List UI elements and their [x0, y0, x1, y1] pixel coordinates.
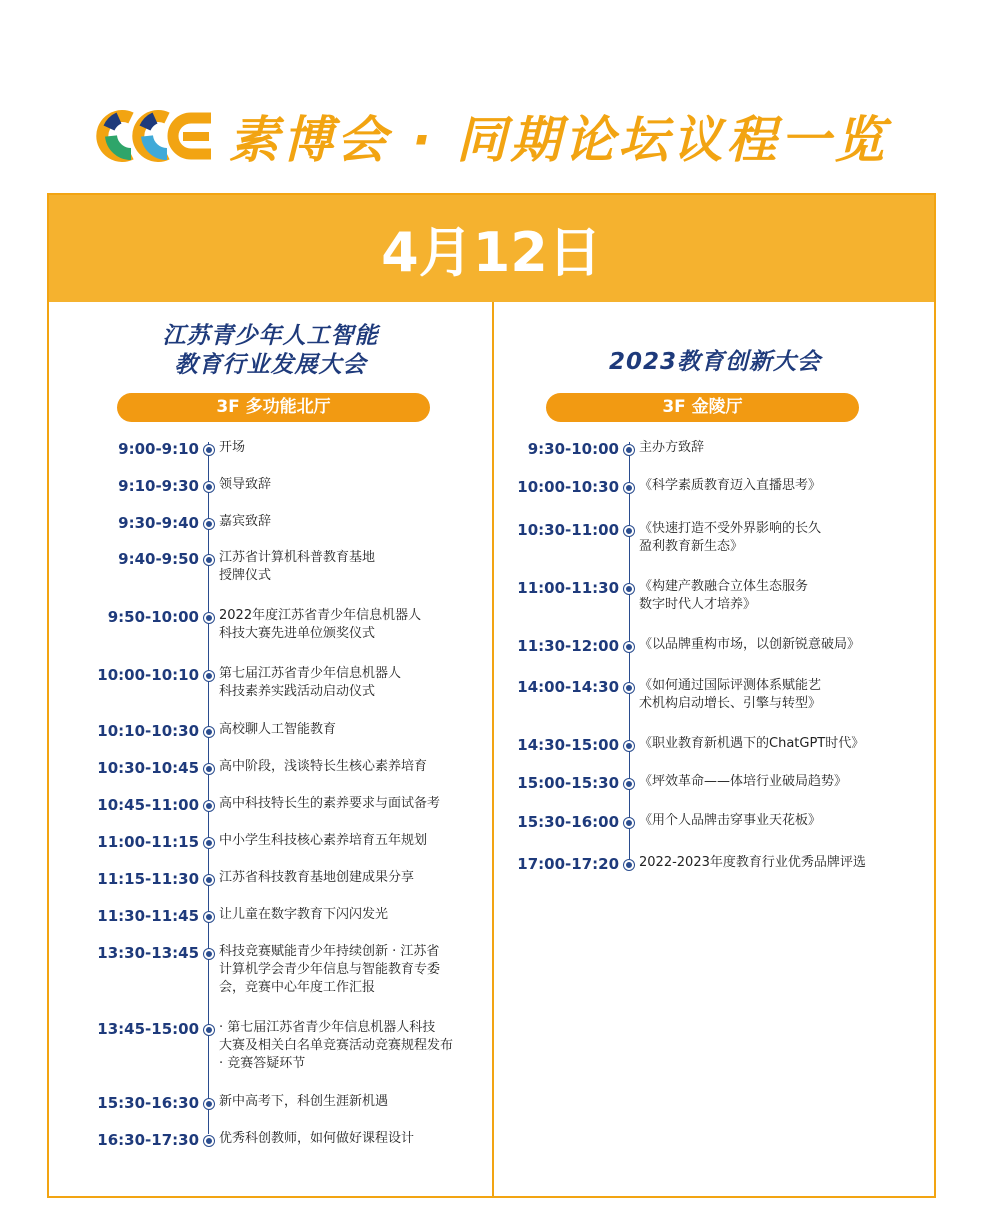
schedule-description: 江苏省科技教育基地创建成果分享	[219, 870, 415, 885]
schedule-item	[49, 1130, 414, 1150]
schedule-description: 《以品牌重构市场，以创新锐意破局》	[639, 637, 861, 652]
schedule-item	[49, 758, 427, 778]
schedule-time: 11:15-11:30	[97, 870, 199, 888]
forum-title-line2: 教育行业发展大会	[174, 352, 367, 378]
schedule-time: 14:00-14:30	[517, 678, 619, 696]
schedule-item	[49, 943, 440, 997]
schedule-item	[49, 439, 245, 459]
timeline-dot-icon	[204, 445, 214, 455]
schedule-time: 9:00-9:10	[118, 440, 199, 458]
timeline-dot-icon	[204, 838, 214, 848]
timeline-dot-icon	[204, 801, 214, 811]
forum-title-left	[49, 322, 492, 380]
schedule-description: 《职业教育新机遇下的ChatGPT时代》	[639, 736, 865, 751]
schedule-description: 优秀科创教师，如何做好课程设计	[219, 1131, 415, 1146]
schedule-item	[49, 513, 271, 533]
timeline-dot-icon	[204, 1025, 214, 1035]
date-label: 4月12日	[381, 221, 602, 284]
timeline-dot-icon	[204, 912, 214, 922]
schedule-description: 高中阶段，浅谈特长生核心素养培育	[219, 759, 428, 774]
timeline-dot-icon	[624, 445, 634, 455]
forum-title-line1: 江苏青少年人工智能	[162, 323, 379, 349]
timeline-dot-icon	[624, 642, 634, 652]
schedule-description: 高校聊人工智能教育	[219, 722, 337, 737]
schedule-time: 15:30-16:00	[517, 813, 619, 831]
schedule-item	[49, 549, 375, 585]
schedule-description: 《坪效革命——体培行业破局趋势》	[639, 774, 848, 789]
schedule-time: 11:30-11:45	[97, 907, 199, 925]
schedule-description: · 第七届江苏省青少年信息机器人科技 大赛及相关白名单竞赛活动竞赛规程发布 · 竞赛答疑环节	[219, 1020, 454, 1071]
schedule-description: 新中高考下，科创生涯新机遇	[219, 1094, 389, 1109]
schedule-time: 10:45-11:00	[97, 796, 199, 814]
timeline-dot-icon	[624, 683, 634, 693]
schedule-item	[494, 520, 821, 556]
forum-title-right: 2023教育创新大会	[608, 349, 821, 375]
schedule-item	[49, 1019, 453, 1073]
schedule-item	[49, 721, 336, 741]
schedule-item	[494, 812, 821, 832]
schedule-description: 开场	[219, 440, 246, 455]
venue-badge-left: 3F 多功能北厅	[117, 393, 430, 422]
schedule-description: 第七届江苏省青少年信息机器人 科技素养实践活动启动仪式	[219, 666, 402, 699]
schedule-time: 11:00-11:30	[517, 579, 619, 597]
schedule-item	[494, 578, 808, 614]
timeline-dot-icon	[624, 818, 634, 828]
timeline-dot-icon	[204, 764, 214, 774]
schedule-time: 16:30-17:30	[97, 1131, 199, 1149]
timeline-dot-icon	[204, 519, 214, 529]
schedule-time: 10:30-10:45	[97, 759, 199, 777]
schedule-description: 《科学素质教育迈入直播思考》	[639, 478, 822, 493]
timeline-dot-icon	[204, 671, 214, 681]
schedule-description: 2022年度江苏省青少年信息机器人 科技大赛先进单位颁奖仪式	[219, 608, 422, 641]
schedule-item	[494, 854, 866, 874]
schedule-item	[49, 869, 414, 889]
schedule-time: 10:00-10:30	[517, 478, 619, 496]
schedule-description: 中小学生科技核心素养培育五年规划	[219, 833, 428, 848]
schedule-time: 11:00-11:15	[97, 833, 199, 851]
page-header	[0, 100, 983, 172]
timeline-dot-icon	[204, 613, 214, 623]
schedule-description: 《用个人品牌击穿事业天花板》	[639, 813, 822, 828]
schedule-description: 主办方致辞	[639, 440, 705, 455]
schedule-item	[49, 476, 271, 496]
schedule-time: 9:50-10:00	[107, 608, 199, 626]
schedule-item	[494, 735, 864, 755]
timeline-dot-icon	[624, 526, 634, 536]
schedule-item	[49, 795, 440, 815]
schedule-item	[494, 773, 847, 793]
schedule-description: 江苏省计算机科普教育基地 授牌仪式	[219, 550, 376, 583]
schedule-time: 14:30-15:00	[517, 736, 619, 754]
schedule-time: 17:00-17:20	[517, 855, 619, 873]
timeline-dot-icon	[204, 555, 214, 565]
schedule-description: 《如何通过国际评测体系赋能艺 术机构启动增长、引擎与转型》	[639, 678, 822, 711]
schedule-description: 让儿童在数字教育下闪闪发光	[219, 907, 389, 922]
schedule-time: 9:10-9:30	[118, 477, 199, 495]
schedule-item	[49, 607, 421, 643]
schedule-time: 10:10-10:30	[97, 722, 199, 740]
page-title: 素博会 · 同期论坛议程一览	[228, 111, 889, 169]
venue-badge-right: 3F 金陵厅	[546, 393, 859, 422]
timeline-dot-icon	[204, 875, 214, 885]
timeline-dot-icon	[624, 860, 634, 870]
timeline-dot-icon	[204, 482, 214, 492]
schedule-description: 领导致辞	[219, 477, 272, 492]
schedule-description: 《快速打造不受外界影响的长久 盈利教育新生态》	[639, 521, 822, 554]
schedule-item	[49, 665, 401, 701]
schedule-time: 11:30-12:00	[517, 637, 619, 655]
schedule-description: 科技竞赛赋能青少年持续创新 · 江苏省 计算机学会青少年信息与智能教育专委 会，竞赛中心年度工作汇报	[219, 944, 441, 995]
cce-logo	[95, 108, 215, 164]
timeline-dot-icon	[624, 584, 634, 594]
schedule-time: 9:40-9:50	[118, 550, 199, 568]
timeline-dot-icon	[204, 949, 214, 959]
schedule-item	[49, 906, 388, 926]
schedule-time: 13:45-15:00	[97, 1020, 199, 1038]
schedule-time: 9:30-9:40	[118, 514, 199, 532]
schedule-item	[494, 636, 860, 656]
forum-right	[494, 302, 936, 1198]
date-banner	[49, 195, 934, 302]
schedule-description: 嘉宾致辞	[219, 514, 272, 529]
schedule-item	[49, 832, 427, 852]
forum-left	[49, 302, 492, 1198]
schedule-time: 10:30-11:00	[517, 521, 619, 539]
schedule-item	[494, 477, 821, 497]
schedule-description: 2022-2023年度教育行业优秀品牌评选	[639, 855, 866, 870]
schedule-description: 《构建产教融合立体生态服务 数字时代人才培养》	[639, 579, 809, 612]
schedule-item	[49, 1093, 388, 1113]
schedule-time: 15:30-16:30	[97, 1094, 199, 1112]
timeline-dot-icon	[624, 779, 634, 789]
schedule-time: 15:00-15:30	[517, 774, 619, 792]
timeline-dot-icon	[204, 727, 214, 737]
timeline-dot-icon	[204, 1136, 214, 1146]
schedule-description: 高中科技特长生的素养要求与面试备考	[219, 796, 441, 811]
agenda-board	[47, 193, 936, 1198]
timeline-dot-icon	[624, 483, 634, 493]
schedule-item	[494, 677, 821, 713]
schedule-time: 10:00-10:10	[97, 666, 199, 684]
schedule-time: 9:30-10:00	[527, 440, 619, 458]
timeline-dot-icon	[204, 1099, 214, 1109]
schedule-time: 13:30-13:45	[97, 944, 199, 962]
timeline-dot-icon	[624, 741, 634, 751]
schedule-item	[494, 439, 704, 459]
